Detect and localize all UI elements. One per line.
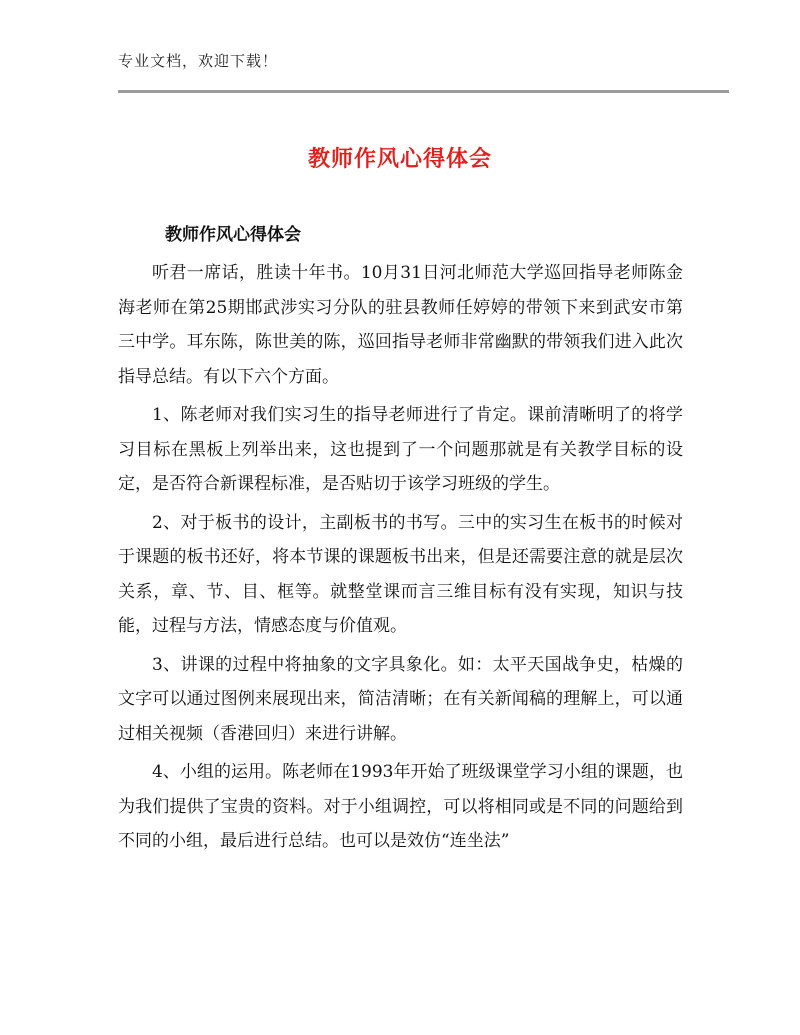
- document-body: [118, 256, 683, 863]
- paragraph-2: 2、对于板书的设计，主副板书的书写。三中的实习生在板书的时候对于课题的板书还好，将本节课的课题板书出来，但是还需要注意的就是层次关系，章、节、目、框等。就整堂课而言三维目标有没有实现，知识与技能，过程与方法，情感态度与价值观。: [118, 512, 683, 636]
- document-subtitle: 教师作风心得体会: [165, 225, 301, 245]
- document-title: 教师作风心得体会: [307, 147, 492, 172]
- paragraph-3: 3、讲课的过程中将抽象的文字具象化。如：太平天国战争史，枯燥的文字可以通过图例来展现出来，简洁清晰；在有关新闻稿的理解上，可以通过相关视频（香港回归）来进行讲解。: [118, 654, 683, 744]
- paragraph-4: 4、小组的运用。陈老师在1993年开始了班级课堂学习小组的课题，也为我们提供了宝贵的资料。对于小组调控，可以将相同或是不同的问题给到不同的小组，最后进行总结。也可以是效仿“连坐法”: [118, 762, 683, 851]
- header-divider: [118, 90, 729, 93]
- page-header: 专业文档，欢迎下载！: [118, 52, 279, 70]
- paragraph-1: 1、陈老师对我们实习生的指导老师进行了肯定。课前清晰明了的将学习目标在黑板上列举出来，这也提到了一个问题那就是有关教学目标的设定，是否符合新课程标准，是否贴切于该学习班级的学生。: [118, 405, 683, 494]
- paragraph-intro: 听君一席话，胜读十年书。10月31日河北师范大学巡回指导老师陈金海老师在第25期邯武涉实习分队的驻县教师任婷婷的带领下来到武安市第三中学。耳东陈，陈世美的陈，巡回指导老师非常幽默的带领我们进入此次指导总结。有以下六个方面。: [118, 263, 683, 387]
